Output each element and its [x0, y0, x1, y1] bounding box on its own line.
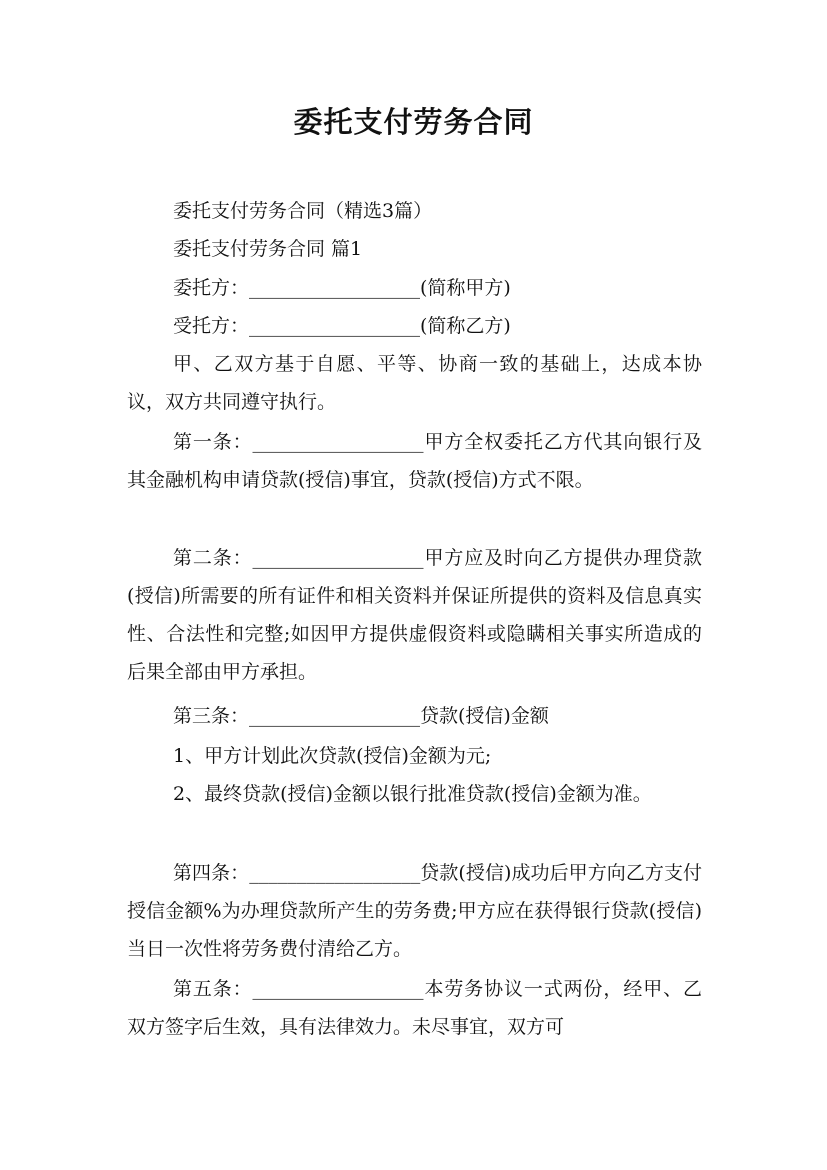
paragraph-item-2: 2、最终贷款(授信)金额以银行批准贷款(授信)金额为准。 — [173, 783, 652, 805]
paragraph-article-4: 第四条：__________________贷款(授信)成功后甲方向乙方支付授信金额%为办理贷款所产生的劳务费;甲方应在获得银行贷款(授信)当日一次性将劳务费付清给乙方。 — [127, 862, 702, 960]
paragraph-preamble: 甲、乙双方基于自愿、平等、协商一致的基础上，达成本协议，双方共同遵守执行。 — [127, 353, 702, 413]
paragraph-item-1: 1、甲方计划此次贷款(授信)金额为元; — [173, 745, 492, 767]
paragraph-article-3: 第三条：__________________贷款(授信)金额 — [173, 705, 549, 727]
paragraph-article-5: 第五条：__________________本劳务协议一式两份，经甲、乙双方签字后生效，具有法律效力。未尽事宜，双方可 — [127, 978, 702, 1038]
paragraph-principal: 委托方：__________________(简称甲方) — [173, 277, 511, 299]
paragraph-subtitle: 委托支付劳务合同（精选3篇） — [173, 200, 433, 222]
paragraph-heading: 委托支付劳务合同 篇1 — [173, 238, 363, 260]
paragraph-article-2: 第二条：__________________甲方应及时向乙方提供办理贷款(授信)所需要的所有证件和相关资料并保证所提供的资料及信息真实性、合法性和完整;如因甲方提供虚假资料或隐瞒相关事实所造成的后果全部由甲方承担。 — [127, 547, 702, 683]
paragraph-agent: 受托方：__________________(简称乙方) — [173, 315, 511, 337]
paragraph-article-1: 第一条：__________________甲方全权委托乙方代其向银行及其金融机构申请贷款(授信)事宜，贷款(授信)方式不限。 — [127, 431, 702, 491]
document-title: 委托支付劳务合同 — [293, 105, 534, 139]
